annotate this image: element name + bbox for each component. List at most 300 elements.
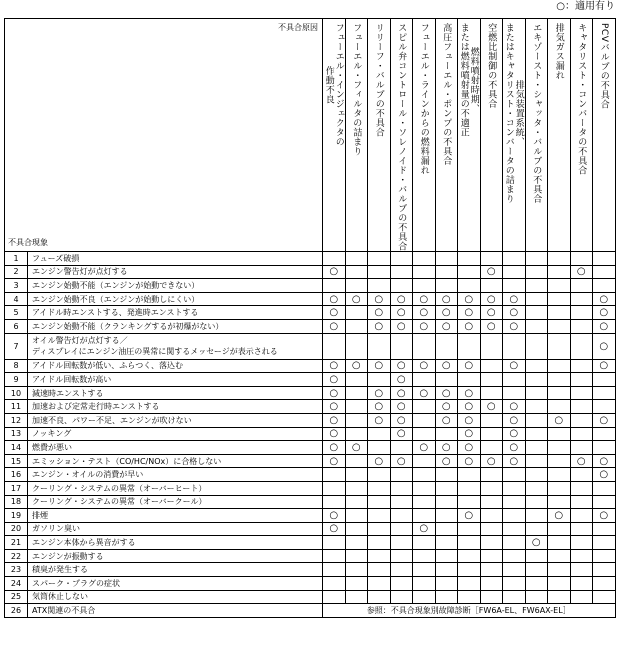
applicability-cell [503, 522, 526, 536]
table-row [5, 549, 616, 563]
applicability-cell: ○ [323, 292, 346, 306]
applicability-cell [480, 577, 503, 591]
applicability-cell: ○ [390, 400, 413, 414]
applicability-cell: ○ [503, 454, 526, 468]
applicability-cell [368, 265, 391, 279]
applicability-cell [435, 279, 458, 293]
cause-label-line: リリーフ・バルブの不具合 [373, 23, 384, 137]
applicability-cell: ○ [458, 319, 481, 333]
applicability-cell [570, 292, 593, 306]
applicability-cell [458, 373, 481, 387]
applicability-cell [525, 265, 548, 279]
applicability-cell [570, 252, 593, 266]
applicability-cell [458, 333, 481, 359]
applicability-cell [435, 265, 458, 279]
cause-header-10 [525, 19, 548, 252]
row-number: 18 [5, 495, 28, 509]
symptom-cell [28, 413, 323, 427]
table-row [5, 359, 616, 373]
applicability-cell: ○ [458, 441, 481, 455]
applicability-cell [345, 252, 368, 266]
applicability-cell [390, 468, 413, 482]
applicability-cell: ○ [413, 386, 436, 400]
cause-header-9 [503, 19, 526, 252]
symptom-cell [28, 549, 323, 563]
table-row [5, 319, 616, 333]
applicability-cell: ○ [323, 373, 346, 387]
cause-label [419, 23, 429, 175]
applicability-cell [345, 413, 368, 427]
applicability-cell [570, 590, 593, 604]
cause-label [441, 23, 451, 166]
applicability-cell: ○ [368, 319, 391, 333]
applicability-cell: ○ [480, 454, 503, 468]
applicability-cell: ○ [480, 319, 503, 333]
applicability-cell: ○ [435, 292, 458, 306]
applicability-cell [503, 265, 526, 279]
cause-header-2 [345, 19, 368, 252]
symptom-cell [28, 359, 323, 373]
applicability-cell [480, 252, 503, 266]
applicability-cell: ○ [548, 509, 571, 523]
applicability-cell: ○ [413, 359, 436, 373]
applicability-cell [345, 522, 368, 536]
row-number: 23 [5, 563, 28, 577]
row-number: 7 [5, 333, 28, 359]
cause-label [504, 23, 524, 204]
row-number: 25 [5, 590, 28, 604]
table-body [5, 252, 616, 618]
symptom-text: アイドル時エンストする、発進時エンストする [32, 308, 199, 318]
applicability-cell: ○ [413, 522, 436, 536]
applicability-cell [413, 427, 436, 441]
applicability-cell [480, 495, 503, 509]
symptom-text: スパーク・プラグの症状 [32, 578, 120, 588]
applicability-cell: ○ [593, 454, 616, 468]
row-number: 17 [5, 481, 28, 495]
applicability-cell [345, 495, 368, 509]
applicability-cell [345, 279, 368, 293]
applicability-cell [345, 427, 368, 441]
applicability-cell [548, 454, 571, 468]
symptom-cell [28, 577, 323, 591]
applicability-cell [368, 563, 391, 577]
applicability-cell [435, 536, 458, 550]
applicability-cell [368, 373, 391, 387]
applicability-cell: ○ [458, 359, 481, 373]
applicability-cell: ○ [390, 319, 413, 333]
applicability-cell [345, 400, 368, 414]
applicability-cell [480, 522, 503, 536]
applicability-cell: ○ [323, 522, 346, 536]
applicability-cell [435, 333, 458, 359]
applicability-cell [570, 306, 593, 320]
applicability-cell [435, 590, 458, 604]
row-number: 12 [5, 413, 28, 427]
applicability-cell: ○ [390, 454, 413, 468]
symptom-text: クーリング・システムの異常（オーバーヒート） [32, 483, 207, 493]
row-number: 10 [5, 386, 28, 400]
applicability-cell [570, 400, 593, 414]
applicability-cell [525, 252, 548, 266]
applicability-cell: ○ [435, 319, 458, 333]
applicability-cell [368, 427, 391, 441]
applicability-cell [548, 549, 571, 563]
symptom-text: 加速不良、パワー不足、エンジンが吹けない [32, 415, 192, 425]
applicability-cell [458, 265, 481, 279]
applicability-cell [413, 509, 436, 523]
applicability-cell [503, 590, 526, 604]
applicability-cell [390, 536, 413, 550]
reference-note: 参照：不具合現象別故障診断［FW6A-EL、FW6AX-EL］ [323, 604, 616, 618]
applicability-cell [345, 319, 368, 333]
applicability-cell [525, 386, 548, 400]
cause-label-line: キャタリスト・コンバータの不具合 [576, 23, 587, 175]
cause-label-line: スピル弁コントロール・ソレノイド・バルブの不具合 [396, 23, 407, 251]
applicability-cell [503, 333, 526, 359]
applicability-cell [525, 292, 548, 306]
applicability-cell [480, 333, 503, 359]
cause-label-line: 排気装置系統、 [513, 80, 524, 147]
symptom-cell [28, 509, 323, 523]
row-number: 6 [5, 319, 28, 333]
applicability-cell [368, 549, 391, 563]
applicability-cell [413, 373, 436, 387]
table-row [5, 292, 616, 306]
applicability-cell [323, 468, 346, 482]
table-row [5, 265, 616, 279]
applicability-cell [548, 359, 571, 373]
applicability-cell [570, 481, 593, 495]
symptom-cell [28, 306, 323, 320]
row-number: 26 [5, 604, 28, 618]
applicability-cell [525, 549, 548, 563]
applicability-cell: ○ [323, 454, 346, 468]
cause-label [351, 23, 361, 156]
applicability-cell [390, 481, 413, 495]
table-row [5, 427, 616, 441]
applicability-cell: ○ [570, 265, 593, 279]
symptom-cell [28, 333, 323, 359]
applicability-cell [503, 549, 526, 563]
applicability-cell: ○ [503, 400, 526, 414]
applicability-cell [458, 495, 481, 509]
applicability-cell [525, 495, 548, 509]
row-number: 9 [5, 373, 28, 387]
applicability-cell [480, 441, 503, 455]
applicability-cell [390, 577, 413, 591]
applicability-cell [323, 536, 346, 550]
cause-label [554, 23, 564, 80]
row-number: 3 [5, 279, 28, 293]
applicability-cell [458, 252, 481, 266]
applicability-cell [593, 400, 616, 414]
applicability-cell [570, 509, 593, 523]
applicability-cell [413, 413, 436, 427]
applicability-cell [570, 373, 593, 387]
applicability-cell [413, 563, 436, 577]
applicability-cell [368, 252, 391, 266]
applicability-cell [503, 386, 526, 400]
symptom-text: エンジン本体から異音がする [32, 538, 136, 548]
applicability-cell: ○ [323, 359, 346, 373]
applicability-cell [548, 265, 571, 279]
applicability-cell [593, 386, 616, 400]
applicability-cell [323, 563, 346, 577]
symptom-text: エンジン始動不良（エンジンが始動しにくい） [32, 294, 200, 304]
applicability-cell [345, 468, 368, 482]
applicability-cell [570, 522, 593, 536]
cause-header-1 [323, 19, 346, 252]
applicability-cell [368, 522, 391, 536]
row-number: 5 [5, 306, 28, 320]
applicability-cell [548, 373, 571, 387]
applicability-cell [548, 536, 571, 550]
table-row [5, 563, 616, 577]
applicability-cell [435, 563, 458, 577]
symptom-text: フューズ破損 [32, 253, 80, 263]
applicability-cell: ○ [480, 306, 503, 320]
table-row [5, 252, 616, 266]
symptom-cell [28, 536, 323, 550]
applicability-cell [570, 563, 593, 577]
applicability-cell [390, 509, 413, 523]
symptom-text: クーリング・システムの異常（オーバークール） [32, 497, 207, 507]
applicability-cell: ○ [458, 400, 481, 414]
applicability-cell [525, 306, 548, 320]
symptom-text: オイル警告灯が点灯する／ [32, 336, 128, 346]
applicability-cell [503, 509, 526, 523]
applicability-cell [435, 373, 458, 387]
applicability-cell [525, 563, 548, 577]
table-row [5, 577, 616, 591]
table-row [5, 468, 616, 482]
applicability-cell: ○ [413, 319, 436, 333]
applicability-cell [570, 536, 593, 550]
applicability-cell [548, 577, 571, 591]
cause-header-5 [413, 19, 436, 252]
cause-label-line: フューエル・インジェクタの [333, 23, 344, 147]
applicability-cell [390, 265, 413, 279]
symptom-cell [28, 468, 323, 482]
table-row [5, 522, 616, 536]
applicability-cell: ○ [345, 441, 368, 455]
symptom-cell [28, 386, 323, 400]
applicability-cell: ○ [368, 386, 391, 400]
cause-label-line: 作動不良 [323, 65, 334, 104]
table-row [5, 413, 616, 427]
symptom-cell [28, 590, 323, 604]
row-number: 13 [5, 427, 28, 441]
applicability-cell: ○ [368, 454, 391, 468]
symptom-cell [28, 319, 323, 333]
applicability-cell [368, 577, 391, 591]
applicability-cell [435, 427, 458, 441]
applicability-cell [548, 441, 571, 455]
applicability-cell [570, 279, 593, 293]
applicability-cell [480, 386, 503, 400]
table-row [5, 454, 616, 468]
applicability-cell [525, 441, 548, 455]
applicability-cell [593, 373, 616, 387]
applicability-cell: ○ [390, 413, 413, 427]
applicability-cell [323, 481, 346, 495]
applicability-cell [503, 577, 526, 591]
symptom-text: 減速時エンストする [32, 388, 104, 398]
applicability-cell [548, 563, 571, 577]
applicability-cell [390, 333, 413, 359]
applicability-cell: ○ [413, 292, 436, 306]
symptom-text: エンジン始動不能（クランキングするが初爆がない） [32, 321, 224, 331]
applicability-cell [413, 252, 436, 266]
applicability-cell [413, 265, 436, 279]
applicability-cell [525, 333, 548, 359]
applicability-cell: ○ [413, 441, 436, 455]
applicability-cell [570, 359, 593, 373]
applicability-cell [548, 481, 571, 495]
table-row [5, 386, 616, 400]
cause-header-label: 不具合原因 [278, 23, 318, 32]
table-row [5, 481, 616, 495]
applicability-cell [413, 590, 436, 604]
applicability-cell [345, 265, 368, 279]
applicability-cell [548, 333, 571, 359]
symptom-text: エンジン警告灯が点灯する [32, 267, 128, 277]
applicability-cell: ○ [480, 265, 503, 279]
applicability-cell [435, 468, 458, 482]
applicability-cell [593, 563, 616, 577]
applicability-cell: ○ [435, 359, 458, 373]
applicability-cell [345, 549, 368, 563]
cause-label [576, 23, 586, 175]
applicability-cell [323, 590, 346, 604]
applicability-cell: ○ [368, 306, 391, 320]
symptom-text: エンジン・オイルの消費が早い [32, 470, 144, 480]
applicability-cell [345, 373, 368, 387]
cause-label-line: 排気ガス漏れ [553, 23, 564, 80]
applicability-cell [525, 427, 548, 441]
row-number: 20 [5, 522, 28, 536]
applicability-cell [390, 279, 413, 293]
row-number: 16 [5, 468, 28, 482]
applicability-cell [593, 549, 616, 563]
applicability-cell: ○ [390, 386, 413, 400]
symptom-text: エミッション・テスト（CO/HC/NOx）に合格しない [32, 456, 222, 466]
applicability-cell [368, 333, 391, 359]
applicability-cell [570, 549, 593, 563]
applicability-cell [548, 590, 571, 604]
applicability-cell [390, 495, 413, 509]
applicability-cell: ○ [368, 359, 391, 373]
applicability-cell [435, 252, 458, 266]
applicability-cell: ○ [390, 292, 413, 306]
table-row [5, 441, 616, 455]
applicability-cell [593, 522, 616, 536]
row-number: 11 [5, 400, 28, 414]
applicability-cell [570, 427, 593, 441]
applicability-cell [570, 319, 593, 333]
applicability-cell [525, 590, 548, 604]
applicability-cell [458, 481, 481, 495]
row-number: 24 [5, 577, 28, 591]
applicability-cell: ○ [503, 359, 526, 373]
cause-header-7 [458, 19, 481, 252]
applicability-cell [548, 279, 571, 293]
symptom-text: 燃費が悪い [32, 442, 72, 452]
applicability-cell [345, 563, 368, 577]
symptom-cell [28, 441, 323, 455]
cause-header-6 [435, 19, 458, 252]
applicability-cell: ○ [413, 306, 436, 320]
symptom-text: アイドル回転数が高い [32, 374, 112, 384]
symptom-cell [28, 292, 323, 306]
applicability-cell [368, 495, 391, 509]
applicability-cell [570, 577, 593, 591]
cause-label [374, 23, 384, 137]
applicability-cell [503, 481, 526, 495]
cause-label-line: または燃料噴射量の不適正 [458, 23, 469, 137]
symptom-cell [28, 522, 323, 536]
symptom-text: 加速および定常走行時エンストする [32, 402, 160, 412]
row-number: 22 [5, 549, 28, 563]
applicability-cell [458, 563, 481, 577]
applicability-cell: ○ [323, 441, 346, 455]
applicability-cell [525, 481, 548, 495]
applicability-cell [503, 279, 526, 293]
row-number: 19 [5, 509, 28, 523]
cause-label [324, 23, 344, 147]
symptom-text: 気筒休止しない [32, 592, 88, 602]
applicability-cell: ○ [593, 333, 616, 359]
applicability-cell [458, 536, 481, 550]
applicability-cell [368, 468, 391, 482]
applicability-cell: ○ [323, 400, 346, 414]
applicability-cell [570, 386, 593, 400]
applicability-cell [368, 481, 391, 495]
cause-label-line: 空燃比制御の不具合 [486, 23, 497, 109]
applicability-cell [525, 279, 548, 293]
applicability-cell [345, 577, 368, 591]
symptom-cell [28, 604, 323, 618]
applicability-cell: ○ [435, 413, 458, 427]
symptom-cell [28, 373, 323, 387]
applicability-cell [435, 509, 458, 523]
legend: ○：適用有り [556, 1, 615, 12]
applicability-cell [390, 441, 413, 455]
symptom-text: ノッキング [32, 429, 72, 439]
applicability-cell [435, 549, 458, 563]
applicability-cell: ○ [503, 441, 526, 455]
applicability-cell [323, 279, 346, 293]
applicability-cell [413, 400, 436, 414]
cause-header-3 [368, 19, 391, 252]
applicability-cell [458, 279, 481, 293]
row-number: 8 [5, 359, 28, 373]
applicability-cell [570, 468, 593, 482]
symptom-cell [28, 454, 323, 468]
applicability-cell [570, 495, 593, 509]
applicability-cell [435, 495, 458, 509]
applicability-cell: ○ [548, 413, 571, 427]
applicability-cell [368, 509, 391, 523]
applicability-cell [593, 536, 616, 550]
applicability-cell [525, 454, 548, 468]
table-row [5, 495, 616, 509]
applicability-cell [525, 319, 548, 333]
applicability-cell [413, 536, 436, 550]
applicability-cell [480, 427, 503, 441]
applicability-cell [413, 495, 436, 509]
